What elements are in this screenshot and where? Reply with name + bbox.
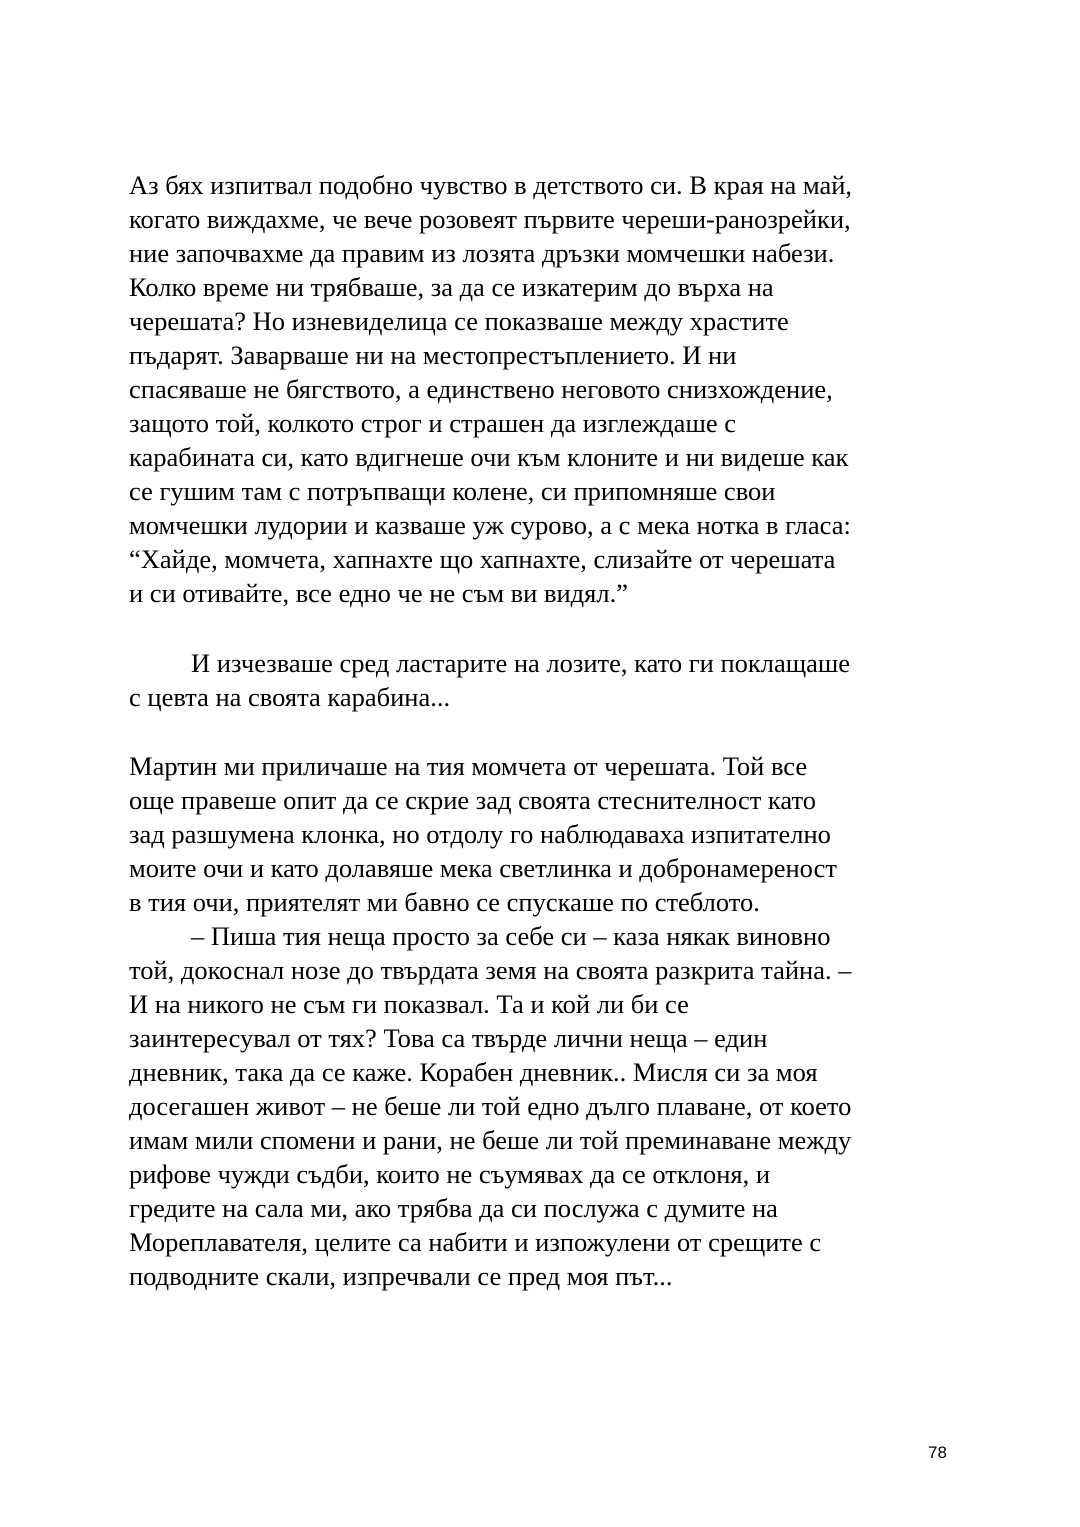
paragraph-disappearing [129, 646, 959, 714]
text-line: дневник, така да се каже. Корабен дневник.. Мисля си за моя [129, 1057, 818, 1087]
text-line: Аз бях изпитвал подобно чувство в детството си. В края на май, [129, 170, 853, 200]
text-line: когато виждахме, че вече розовеят първите череши-ранозрейки, [129, 204, 851, 234]
text-line: рифове чужди съдби, които не съумявах да се отклоня, и [129, 1159, 771, 1189]
paragraph-childhood-memory [129, 168, 959, 610]
text-line: заинтересувал от тях? Това са твърде лични неща – един [129, 1023, 768, 1053]
text-line: момчешки лудории и казваше уж сурово, а с мека нотка в гласа: [129, 510, 851, 540]
text-line: подводните скали, изпречвали се пред моя път... [129, 1261, 673, 1291]
text-line: Мореплавателя, целите са набити и изпожулени от срещите с [129, 1227, 822, 1257]
text-line: защото той, колкото строг и страшен да изглеждаше с [129, 408, 737, 438]
text-line: ние започвахме да правим из лозята дръзки момчешки набези. [129, 238, 835, 268]
text-line: се гушим там с потръпващи колене, си припомняше свои [129, 476, 776, 506]
text-line: гредите на сала ми, ако трябва да си послужа с думите на [129, 1193, 778, 1223]
text-line: досегашен живот – не беше ли той едно дълго плаване, от което [129, 1091, 852, 1121]
text-line: в тия очи, приятелят ми бавно се спускаше по стеблото. [129, 887, 760, 917]
text-line: “Хайде, момчета, хапнахте що хапнахте, слизайте от черешата [129, 544, 836, 574]
text-line: той, докоснал нозе до твърдата земя на своята разкрита тайна. – [129, 955, 852, 985]
text-line: зад разшумена клонка, но отдолу го наблюдаваха изпитателно [129, 819, 831, 849]
text-line: още правеше опит да се скрие зад своята стеснителност като [129, 785, 816, 815]
text-line: пъдарят. Заварваше ни на местопрестъплението. И ни [129, 340, 737, 370]
text-line: И на никого не съм ги показвал. Та и кой ли би се [129, 989, 689, 1019]
text-line: спасяваше не бягството, а единствено неговото снизхождение, [129, 374, 833, 404]
text-line: моите очи и като долавяше мека светлинка и добронамереност [129, 853, 837, 883]
text-line: имам мили спомени и рани, не беше ли той преминаване между [129, 1125, 852, 1155]
text-line: с цевта на своята карабина... [129, 682, 451, 712]
paragraph-martin [129, 749, 959, 919]
text-line: и си отивайте, все едно че не съм ви видял.” [129, 578, 628, 608]
text-line: – Пиша тия неща просто за себе си – каза някак виновно [191, 921, 831, 951]
text-line: Мартин ми приличаше на тия момчета от черешата. Той все [129, 751, 808, 781]
text-line: Колко време ни трябваше, за да се изкатерим до върха на [129, 272, 774, 302]
text-line: И изчезваше сред ластарите на лозите, като ги поклащаше [191, 648, 851, 678]
paragraph-dialogue [129, 919, 959, 1293]
page-number: 78 [928, 1443, 947, 1462]
text-line: черешата? Но изневиделица се показваше между храстите [129, 306, 789, 336]
text-line: карабината си, като вдигнеше очи към клоните и ни видеше как [129, 442, 849, 472]
